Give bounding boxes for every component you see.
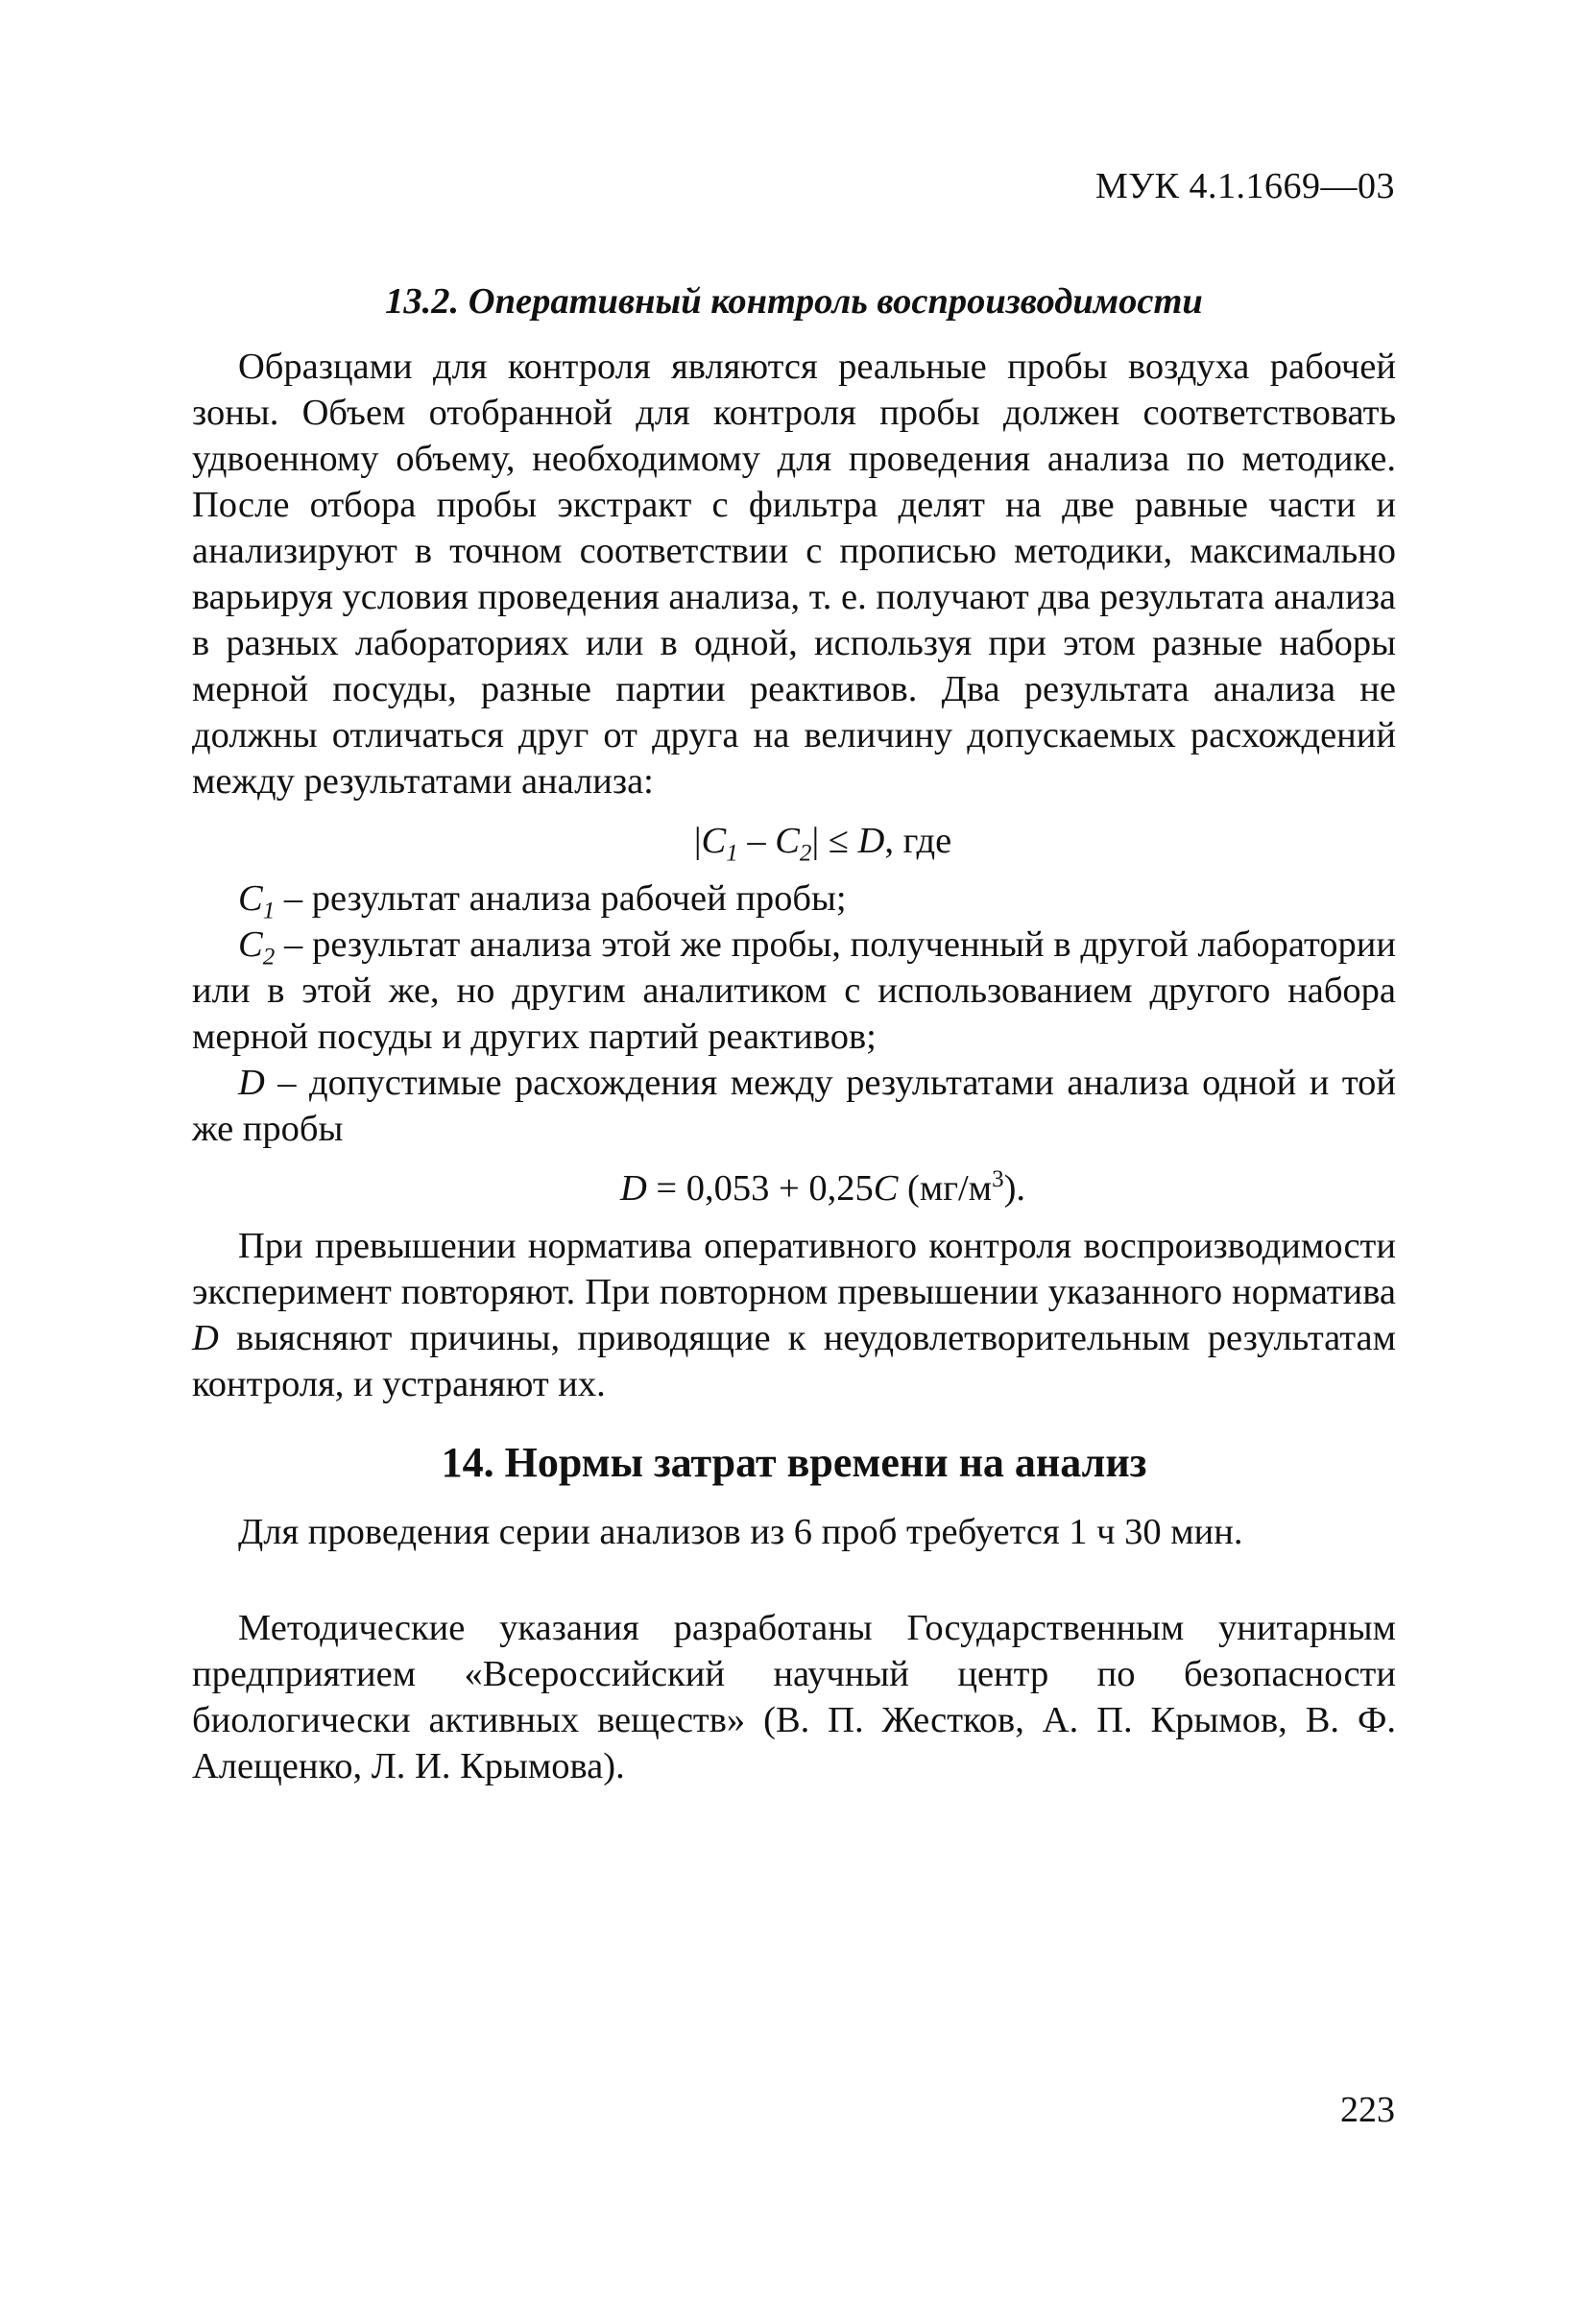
paragraph-exceedance: При превышении норматива оперативного контроля воспроизводимости эксперимент повторяют. При повторном превышении указанного норматива D выясняют причины, приводящие к неудовлетворительным результатам контроля, и устраняют их. — [192, 1226, 1396, 1404]
formula-difference: $|C_1 - C_2| \le D$, где — [693, 821, 952, 867]
running-head-doc-code: МУК 4.1.1669—03 — [1094, 166, 1395, 206]
definition-c2: $C_2$ – результат анализа этой же пробы, полученный в другой лаборатории или в этой же, но другим аналитиком с использованием другого набора мерной посуды и других партий реактивов; — [192, 924, 1396, 1057]
page-number: 223 — [1340, 2090, 1395, 2130]
paragraph-samples: Образцами для контроля являются реальные пробы воздуха рабочей зоны. Объем отобранной для контроля пробы должен соответствовать удвоенному объему, необходимому для проведения анализа по методике. После отбора пробы экстракт с фильтра делят на две равные части и анализируют в точном соответствии с прописью методики, максимально варьируя условия проведения анализа, т. е. получают два результата анализа в разных лабораториях или в одной, используя при этом разные наборы мерной посуды, разные партии реактивов. Два результата анализа не должны отличаться друг от друга на величину допускаемых расхождений между результатами анализа: — [192, 347, 1396, 802]
paragraph-credits: Методические указания разработаны Государственным унитарным предприятием «Всероссийский научный центр по безопасности биологически активных веществ» (В. П. Жестков, А. П. Крымов, В. Ф. Алещенко, Л. И. Крымова). — [192, 1608, 1396, 1786]
definition-c1: $C_1$ – результат анализа рабочей пробы; — [238, 878, 847, 924]
subsection-title: 13.2. Оперативный контроль воспроизводимости — [385, 281, 1203, 322]
formula-tolerance: D = 0,053 + 0,25C $(мг/м^3)$. — [619, 1166, 1026, 1209]
definition-d: D – допустимые расхождения между результатами анализа одной и той же пробы — [192, 1063, 1396, 1149]
page-content — [192, 278, 1396, 1789]
section-title-14: 14. Нормы затрат времени на анализ — [441, 1439, 1147, 1486]
spacer — [192, 1555, 1396, 1605]
paragraph-time-norms: Для проведения серии анализов из 6 проб требуется 1 ч 30 мин. — [238, 1512, 1243, 1552]
